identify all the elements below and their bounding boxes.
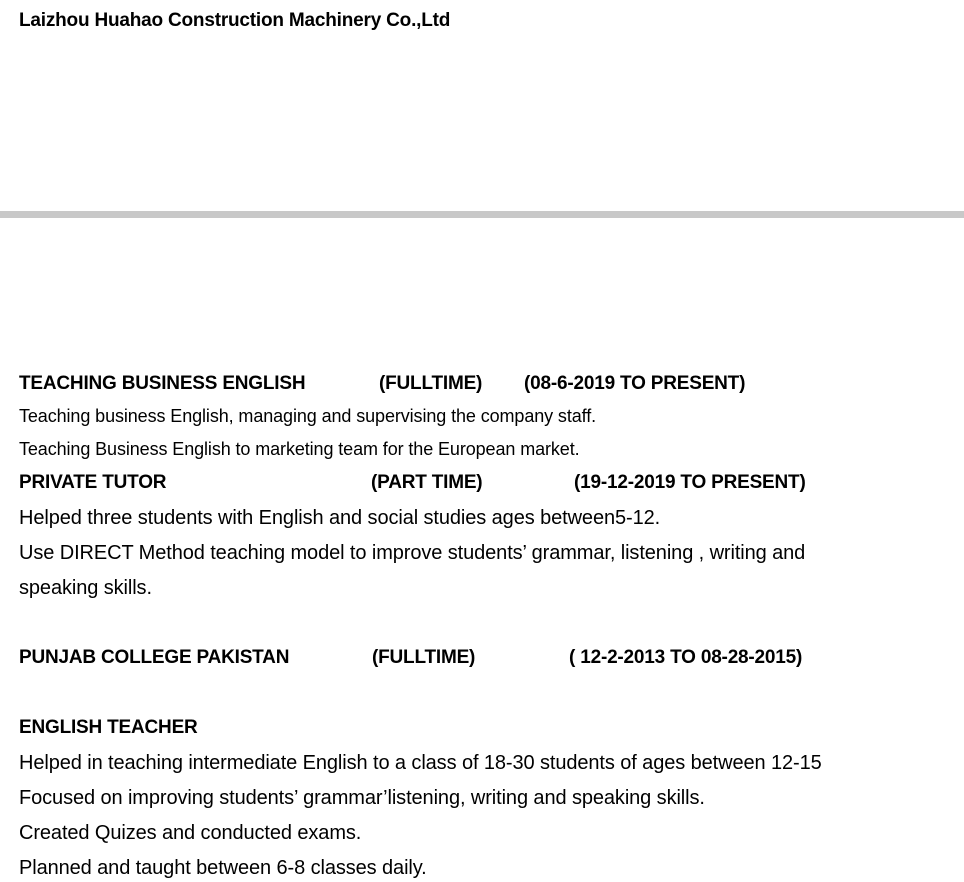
job-type: (PART TIME) (371, 472, 483, 493)
job-detail: Created Quizes and conducted exams. (19, 822, 362, 844)
job-title: PUNJAB COLLEGE PAKISTAN (19, 647, 290, 668)
job-header-punjab-college (19, 647, 919, 673)
job-dates: (08-6-2019 TO PRESENT) (524, 373, 746, 394)
job-type: (FULLTIME) (379, 373, 483, 394)
job-detail: Teaching Business English to marketing team for the European market. (19, 439, 580, 459)
job-dates: ( 12-2-2013 TO 08-28-2015) (569, 647, 803, 668)
company-name: Laizhou Huahao Construction Machinery Co.,Ltd (19, 10, 451, 31)
job-detail: Helped three students with English and social studies ages between5-12. (19, 507, 661, 529)
job-detail: Use DIRECT Method teaching model to improve students’ grammar, listening , writing and (19, 542, 806, 564)
job-detail: Planned and taught between 6-8 classes daily. (19, 857, 427, 879)
job-detail: Teaching business English, managing and supervising the company staff. (19, 406, 597, 426)
job-type: (FULLTIME) (372, 647, 476, 668)
job-header-teaching-business-english (19, 373, 919, 399)
job-detail: Focused on improving students’ grammar’listening, writing and speaking skills. (19, 787, 705, 809)
job-detail: Helped in teaching intermediate English to a class of 18-30 students of ages between 12-15 (19, 752, 822, 774)
section-divider (0, 211, 964, 218)
job-dates: (19-12-2019 TO PRESENT) (574, 472, 806, 493)
job-detail: speaking skills. (19, 577, 152, 599)
job-subtitle: ENGLISH TEACHER (19, 717, 198, 738)
job-header-private-tutor (19, 472, 919, 498)
job-title: TEACHING BUSINESS ENGLISH (19, 373, 306, 394)
job-title: PRIVATE TUTOR (19, 472, 167, 493)
